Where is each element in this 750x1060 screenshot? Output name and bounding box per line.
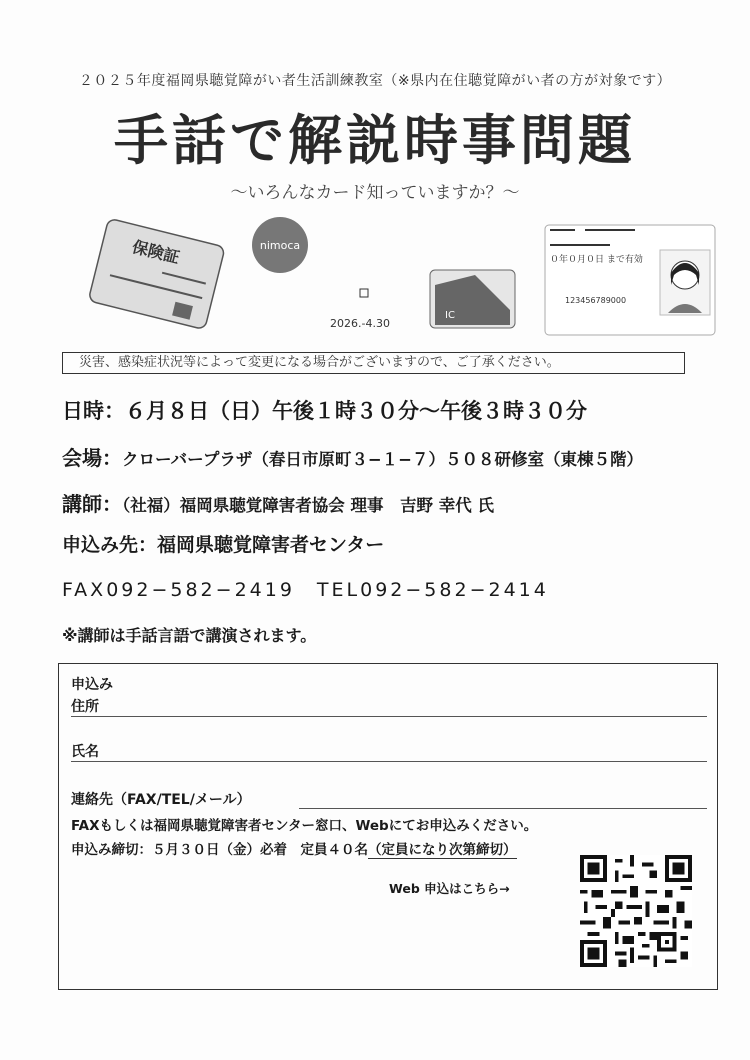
- event-datetime: 日時：６月８日（日）午後１時３０分〜午後３時３０分: [62, 399, 587, 423]
- svg-text:nimoca: nimoca: [259, 239, 301, 252]
- page-title: 手話で解説時事問題: [114, 109, 636, 172]
- svg-text:保険証: 保険証: [130, 237, 182, 268]
- cards-illustration: [80, 215, 720, 345]
- svg-text:123456789000: 123456789000: [565, 296, 627, 305]
- address-field[interactable]: [71, 716, 707, 717]
- notice-box: 災害、感染症状況等によって変更になる場合がございますので、ご了承ください。: [62, 352, 685, 374]
- qr-code[interactable]: [580, 855, 692, 967]
- apply-to: 申込み先：福岡県聴覚障害者センター: [62, 534, 385, 556]
- name-field[interactable]: [71, 761, 707, 762]
- ic-card-image: [430, 270, 515, 328]
- svg-text:０年０月０日 まで有効: ０年０月０日 まで有効: [550, 255, 643, 265]
- form-instruction: FAXもしくは福岡県聴覚障害者センター窓口、Webにてお申込みください。: [71, 818, 538, 834]
- venue-label: 会場：: [62, 446, 122, 470]
- web-apply-link[interactable]: Web 申込はこちら→: [389, 881, 510, 896]
- event-subtitle: ２０２５年度福岡県聴覚障がい者生活訓練教室（※県内在住聴覚障がい者の方が対象です）: [78, 73, 672, 89]
- svg-text:IC: IC: [445, 310, 455, 321]
- tagline: 〜いろんなカード知っていますか？〜: [230, 183, 520, 203]
- name-label: 氏名: [71, 744, 99, 760]
- lecturer-label: 講師：: [62, 492, 122, 516]
- insurance-card-image: [88, 218, 225, 330]
- svg-text:2026.-4.30: 2026.-4.30: [330, 317, 390, 330]
- date-stamp: [330, 289, 390, 330]
- contact-numbers: FAX092−582−2419 TEL092−582−2414: [62, 579, 549, 601]
- capacity-note: （定員になり次第締切）: [368, 842, 517, 858]
- address-label: 住所: [71, 699, 99, 715]
- lecturer-value: （社福）福岡県聴覚障害者協会 理事 吉野 幸代 氏: [122, 496, 494, 515]
- nimoca-card-image: [252, 217, 308, 273]
- deadline: [71, 838, 517, 858]
- venue-value: クローバープラザ（春日市原町３−１−７）５０８研修室（東棟５階）: [122, 450, 644, 469]
- contact-field[interactable]: [299, 808, 707, 809]
- deadline-text: 申込み締切：５月３０日（金）必着 定員４０名: [71, 842, 368, 858]
- form-heading: 申込み: [71, 677, 113, 693]
- contact-label: 連絡先（FAX/TEL/メール）: [71, 792, 251, 808]
- event-venue: [62, 442, 643, 471]
- id-card-image: [545, 225, 715, 335]
- lecture-note: ※講師は手話言語で講演されます。: [62, 626, 317, 645]
- event-lecturer: [62, 488, 494, 517]
